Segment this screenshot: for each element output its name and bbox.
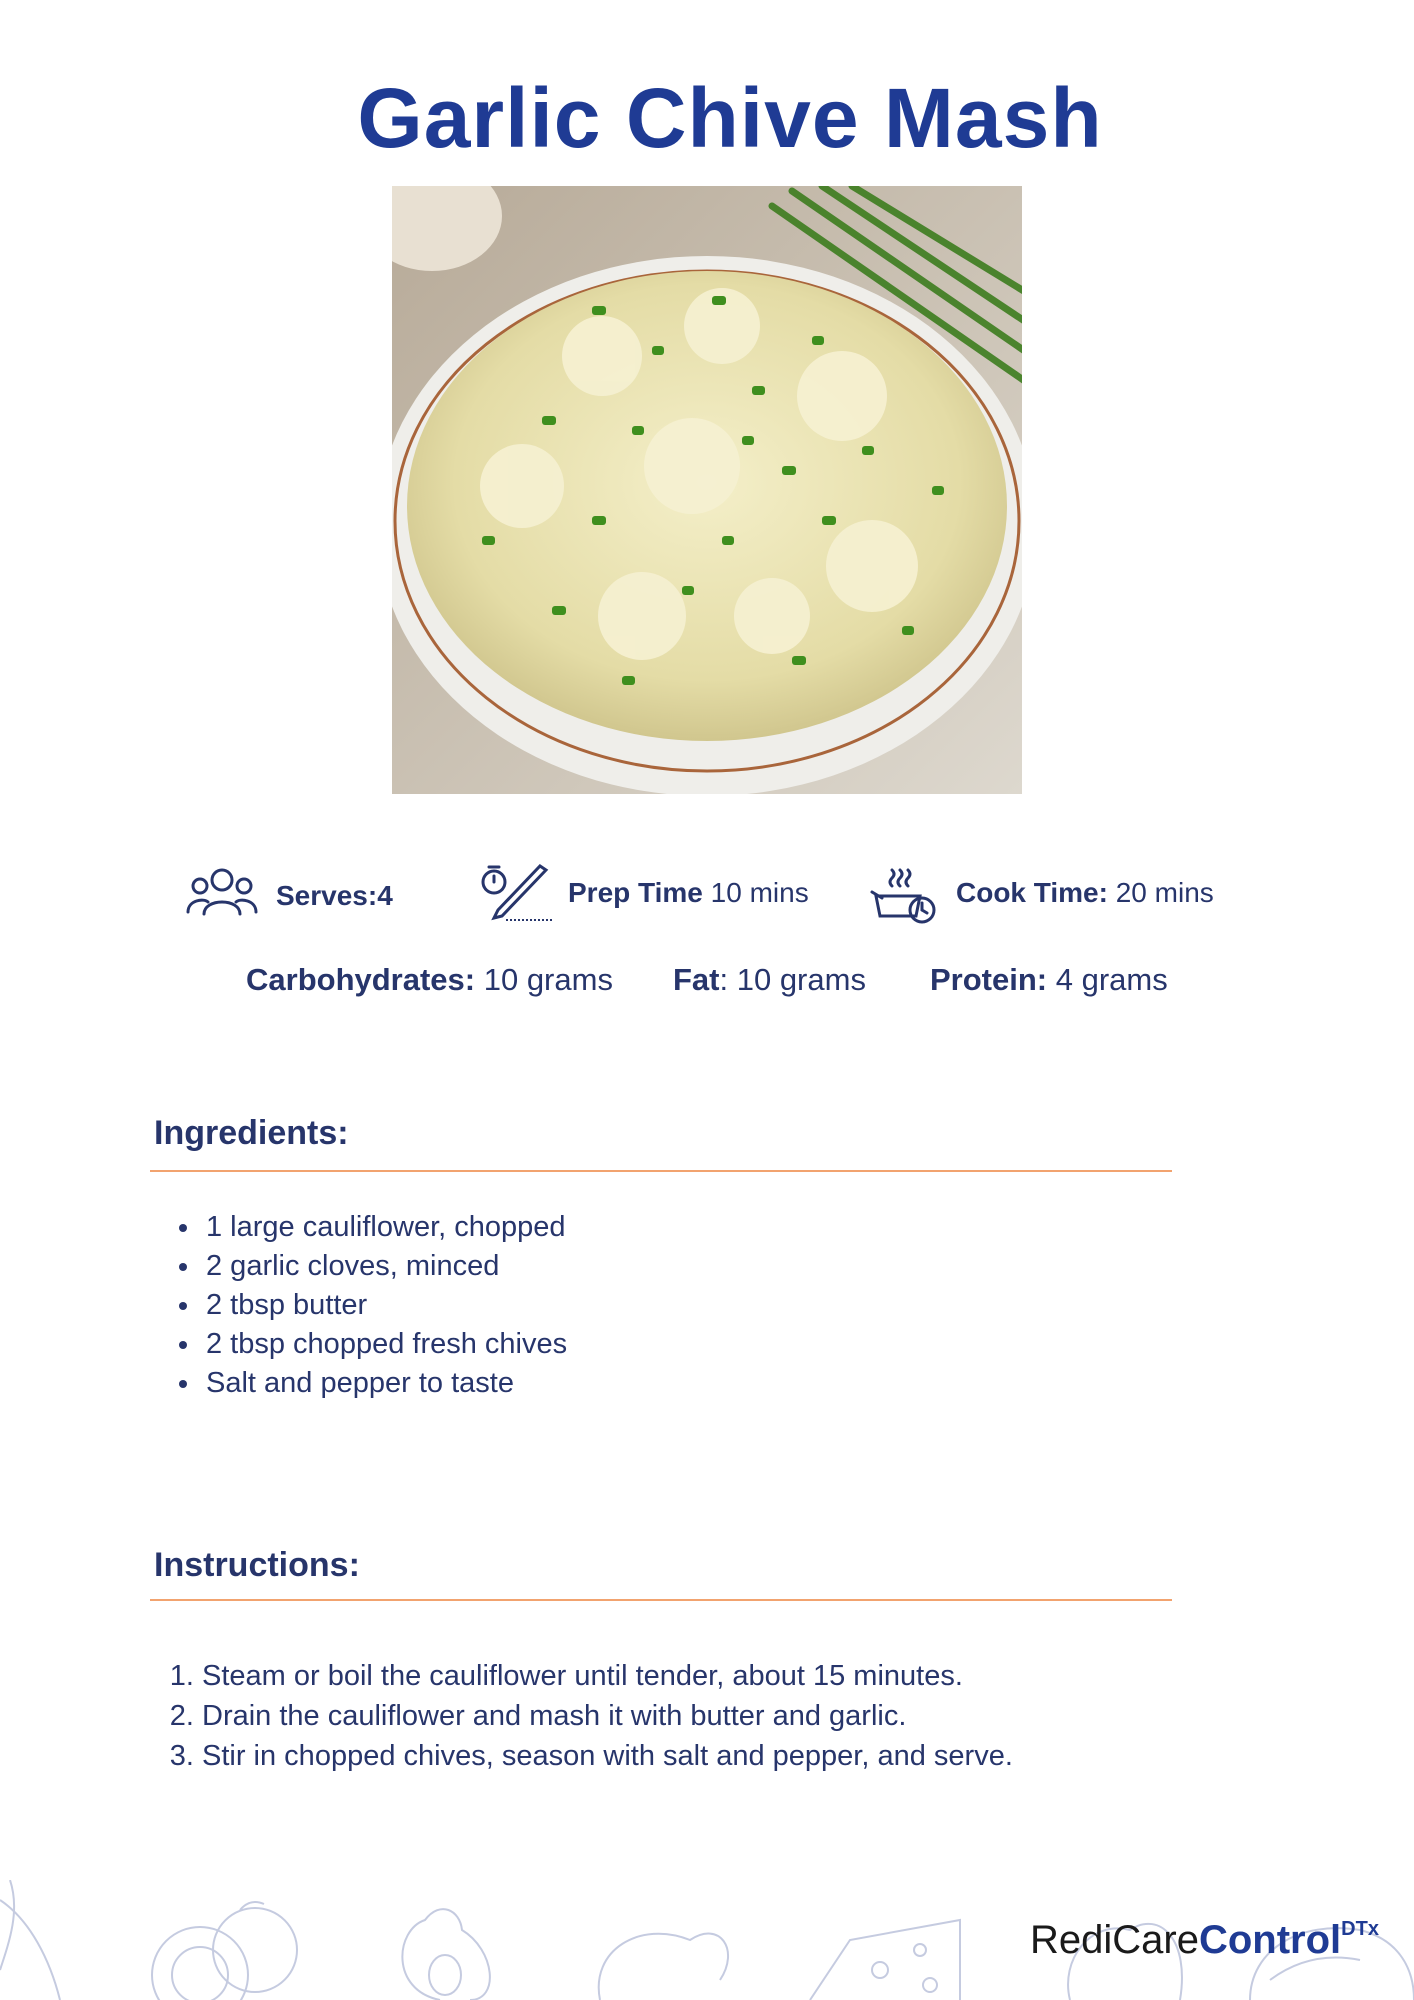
protein-label: Protein: [930,962,1048,997]
serves-value: 4 [377,880,393,911]
cook-time-label: Cook Time: [956,877,1108,908]
list-item: 2. Drain the cauliflower and mash it with butter and garlic. [202,1696,1013,1736]
fat-label: Fat [673,962,720,997]
list-item: • 2 garlic cloves, minced [202,1247,567,1286]
list-item: 3. Stir in chopped chives, season with salt and pepper, and serve. [202,1736,1013,1776]
recipe-title: Garlic Chive Mash [357,71,1103,165]
prep-time-value: 10 mins [702,877,809,908]
ingredients-list [152,1208,567,1403]
ingredients-heading: Ingredients: [154,1114,349,1152]
brand-logo [1030,1918,1379,1963]
list-item: • 1 large cauliflower, chopped [202,1208,567,1247]
brand-superscript: DTx [1341,1918,1379,1940]
carbohydrates-label: Carbohydrates: [246,962,476,997]
serves-label: Serves: [276,880,378,911]
cook-time-info [956,877,1214,909]
carbohydrates-info [246,962,613,998]
list-item: 1. Steam or boil the cauliflower until tender, about 15 minutes. [202,1656,1013,1696]
fat-value: : 10 grams [719,962,866,997]
list-item: • 2 tbsp chopped fresh chives [202,1325,567,1364]
ingredients-divider [150,1170,1172,1172]
instructions-divider [150,1599,1172,1601]
carbohydrates-value: 10 grams [475,962,613,997]
serves-info [276,880,393,912]
stopwatch-knife-icon [476,862,554,924]
brand-name-bold: Control [1198,1918,1342,1962]
people-icon [186,866,258,920]
recipe-photo [392,186,1022,794]
cook-time-value: 20 mins [1107,877,1214,908]
fat-info [673,962,866,998]
brand-name-plain: RediCare [1030,1918,1199,1962]
protein-info [930,962,1168,998]
instructions-list [150,1656,1013,1776]
list-item: • Salt and pepper to taste [202,1364,567,1403]
prep-time-label: Prep Time [568,877,703,908]
instructions-heading: Instructions: [154,1546,360,1584]
pot-timer-icon [870,866,940,926]
protein-value: 4 grams [1047,962,1168,997]
prep-time-info [568,877,809,909]
list-item: • 2 tbsp butter [202,1286,567,1325]
